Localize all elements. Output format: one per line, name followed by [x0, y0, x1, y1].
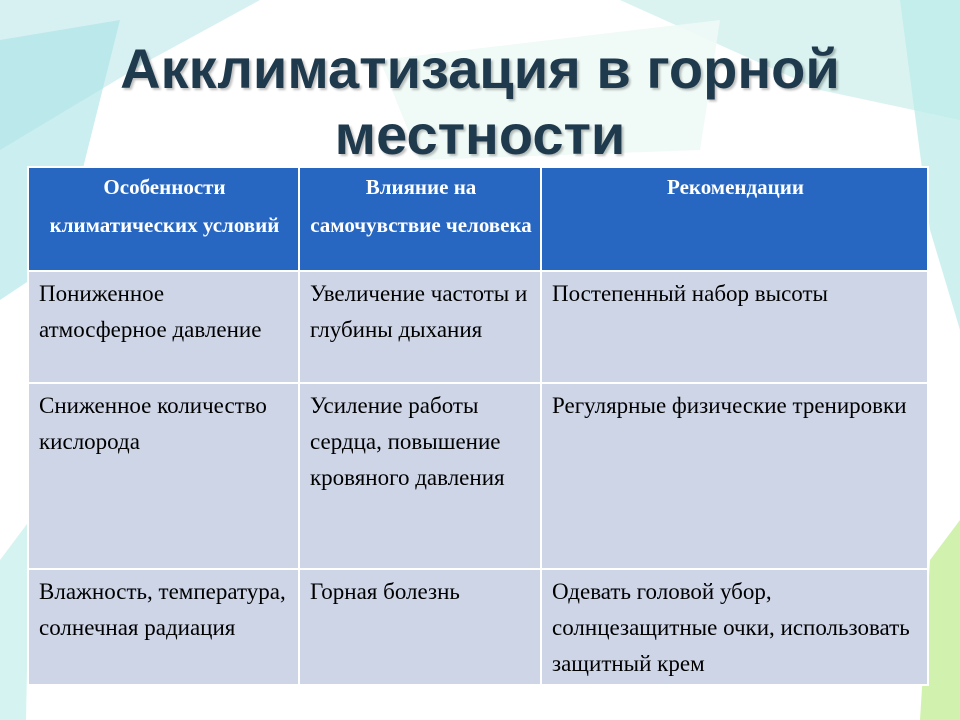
title-line-1: Акклиматизация в горной	[120, 37, 840, 100]
table-cell: Горная болезнь	[299, 569, 541, 685]
decor-shape-bottom-left	[0, 520, 30, 720]
title-line-2: местности	[334, 103, 626, 166]
table-row	[28, 383, 928, 569]
header-climate-features: Особенности климатических условий	[28, 167, 299, 271]
table-row	[28, 271, 928, 383]
table-cell: Влажность, температура, солнечная радиация	[28, 569, 299, 685]
table-cell: Пониженное атмосферное давление	[28, 271, 299, 383]
table-cell: Одевать головой убор, солнцезащитные очки, использовать защитный крем	[541, 569, 928, 685]
table-cell: Усиление работы сердца, повышение кровяного давления	[299, 383, 541, 569]
table-cell: Постепенный набор высоты	[541, 271, 928, 383]
acclimatization-table	[27, 166, 929, 686]
header-recommendations: Рекомендации	[541, 167, 928, 271]
table-cell: Увеличение частоты и глубины дыхания	[299, 271, 541, 383]
table-row	[28, 569, 928, 685]
slide-title	[0, 36, 960, 168]
table-cell: Сниженное количество кислорода	[28, 383, 299, 569]
table-header-row	[28, 167, 928, 271]
table-cell: Регулярные физические тренировки	[541, 383, 928, 569]
header-effect-on-wellbeing: Влияние на самочувствие человека	[299, 167, 541, 271]
